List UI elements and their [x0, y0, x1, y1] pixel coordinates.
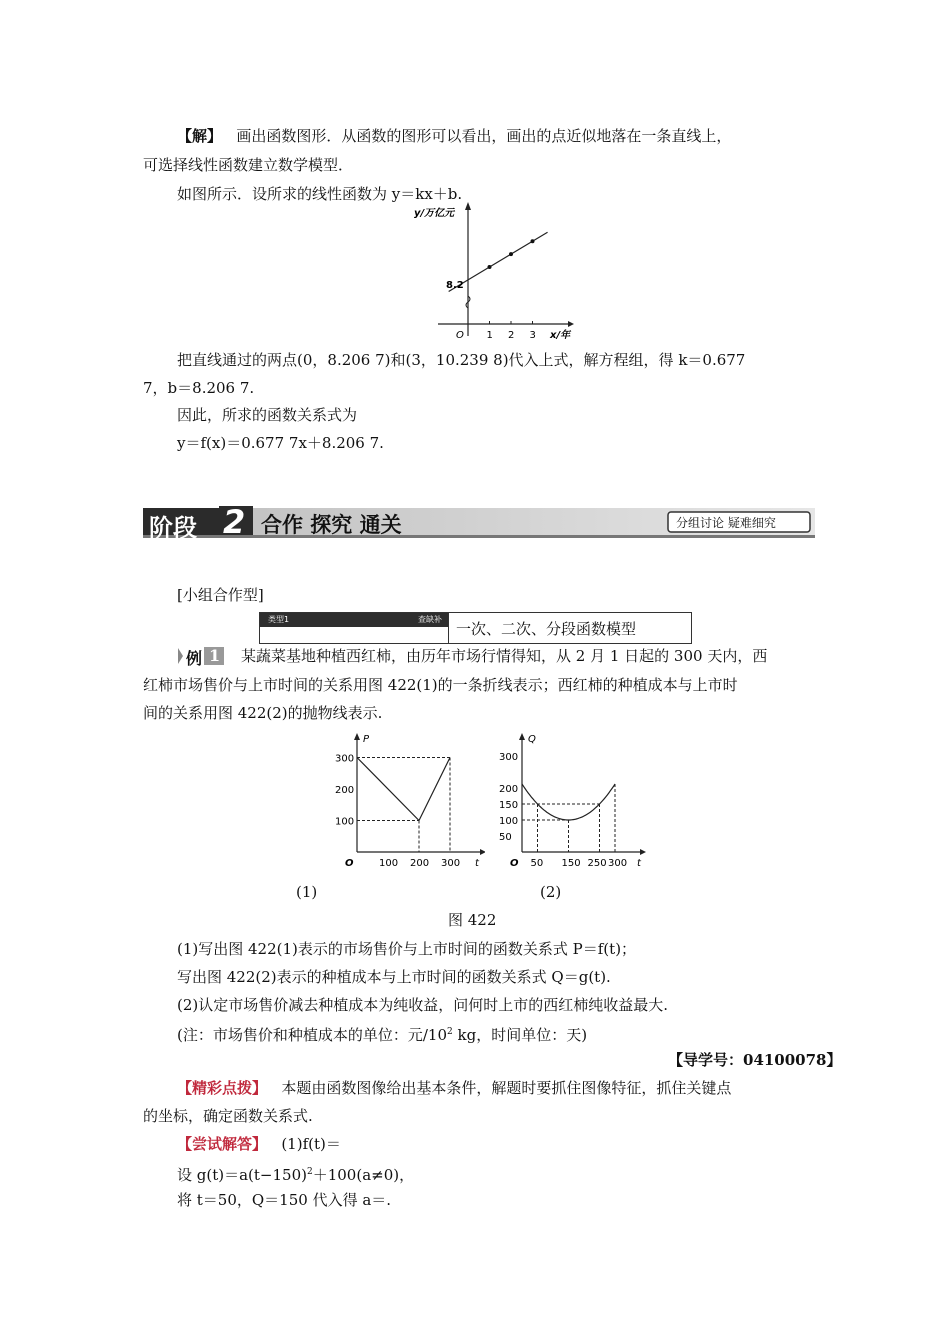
x-axis-arrow [480, 849, 485, 855]
data-point [509, 252, 513, 256]
solution-line-6: 因此，所求的函数关系式为 [177, 406, 358, 424]
solution-line-7: y＝f(x)＝0.677 7x＋8.206 7. [177, 434, 384, 452]
x-axis-arrow [640, 849, 646, 855]
cost-parabola [522, 784, 615, 820]
attempt-line-1 [177, 1134, 341, 1154]
example-badge [178, 646, 228, 666]
note-text-b: kg，时间单位：天) [452, 1026, 588, 1044]
x-tick-label: 100 [379, 858, 399, 869]
x-tick-label: 300 [441, 858, 461, 869]
y-tick-label: 200 [499, 784, 519, 795]
solution-line-5: 7，b＝8.206 7. [143, 379, 255, 397]
x-axis-label: t [475, 858, 479, 869]
figure-caption: 图 422 [448, 911, 497, 929]
x-tick-label: 3 [529, 330, 536, 340]
solution-line-2: 可选择线性函数建立数学模型． [143, 156, 354, 174]
solution-text-1: 画出函数图形．从函数的图形可以看出，画出的点近似地落在一条直线上， [236, 127, 732, 145]
x-axis-arrow [568, 321, 574, 327]
y-axis-arrow [354, 733, 360, 740]
attempt-line-2 [177, 1162, 414, 1185]
type-tag-right: 查缺补 [418, 615, 442, 624]
y-tick-label: 100 [499, 816, 519, 827]
x-axis-label: t [637, 858, 641, 869]
origin-label: O [510, 858, 519, 869]
solution-label: 【解】 [177, 127, 223, 145]
highlight-label: 【精彩点拨】 [177, 1079, 268, 1097]
section-tag: 分组讨论 疑难细究 [676, 516, 776, 530]
type-box-label: 一次、二次、分段函数模型 [456, 620, 637, 638]
y-tick-label: 150 [499, 800, 519, 811]
question-1a: (1)写出图 422(1)表示的市场售价与上市时间的函数关系式 P＝f(t)； [177, 940, 637, 958]
y-axis-arrow [465, 202, 471, 210]
intercept-label: 8.2 [446, 280, 464, 291]
figure-422-1 [325, 730, 485, 870]
y-tick-label: 50 [499, 832, 512, 843]
data-point [531, 239, 535, 243]
attempt-label: 【尝试解答】 [177, 1135, 268, 1153]
x-tick-label: 200 [410, 858, 430, 869]
x-axis-label: x/年 [550, 330, 571, 340]
origin-label: O [456, 330, 464, 340]
data-point [488, 265, 492, 269]
figure-sub-1: (1) [296, 883, 318, 901]
origin-label: O [345, 858, 354, 869]
highlight-line-2: 的坐标，确定函数关系式. [143, 1107, 313, 1125]
type-tag: 类型1 [268, 615, 290, 624]
y-tick-label: 200 [335, 785, 355, 796]
y-axis-label: P [363, 734, 370, 745]
y-tick-label: 300 [499, 752, 519, 763]
linear-fit-figure [400, 200, 580, 340]
x-tick-label: 1 [486, 330, 493, 340]
x-tick-label: 150 [561, 858, 581, 869]
example-line-3: 间的关系用图 422(2)的抛物线表示. [143, 704, 383, 722]
example-line-1: 某蔬菜基地种植西红柿，由历年市场行情得知，从 2 月 1 日起的 300 天内，西 [241, 647, 768, 665]
x-tick-label: 50 [530, 858, 544, 869]
question-2: (2)认定市场售价减去种植成本为纯收益，问何时上市的西红柿纯收益最大. [177, 996, 669, 1014]
note-text-a: (注：市场售价和种植成本的单位：元/10 [177, 1026, 447, 1044]
type-box [259, 612, 692, 644]
y-axis-arrow [519, 733, 525, 740]
y-tick-label: 300 [335, 753, 355, 765]
solution-line-1 [177, 126, 731, 146]
highlight-line-1 [177, 1078, 731, 1098]
solution-line-4: 把直线通过的两点(0，8.206 7)和(3，10.239 8)代入上式，解方程组，得 k＝0.677 [177, 351, 746, 369]
note-sup: 2 [447, 1027, 453, 1037]
figure-sub-2: (2) [540, 883, 562, 901]
attempt-sup: 2 [306, 1167, 313, 1177]
group-type-label: [小组合作型] [177, 586, 264, 604]
section-stage: 阶段 [149, 514, 197, 542]
highlight-text-1: 本题由函数图像给出基本条件，解题时要抓住图像特征，抓住关键点 [281, 1079, 732, 1097]
question-note [177, 1022, 587, 1045]
section-number: 2 [223, 503, 246, 541]
type-box-divider [448, 613, 449, 643]
section-banner [143, 503, 815, 542]
guide-number: 【导学号：04100078】 [668, 1051, 842, 1069]
attempt-line-3: 将 t＝50，Q＝150 代入得 a＝. [177, 1191, 392, 1209]
question-1b: 写出图 422(2)表示的种植成本与上市时间的函数关系式 Q＝g(t). [177, 968, 611, 986]
solution-line-3: 如图所示．设所求的线性函数为 y＝kx＋b. [177, 185, 463, 203]
section-title: 合作 探究 通关 [261, 512, 402, 537]
attempt-text-2a: 设 g(t)＝a(t−150) [177, 1166, 307, 1184]
price-series-line [357, 758, 450, 821]
x-tick-label: 2 [508, 330, 515, 340]
x-tick-label: 250 [587, 858, 607, 869]
x-tick-label: 300 [608, 858, 628, 869]
y-axis-label: y/万亿元 [414, 208, 455, 219]
y-axis-label: Q [528, 734, 536, 745]
figure-422-2 [492, 730, 652, 870]
example-badge-number: 1 [209, 646, 221, 665]
attempt-text-2b: ＋100(a≠0)， [312, 1166, 415, 1184]
y-tick-label: 100 [335, 816, 355, 828]
attempt-text-1: (1)f(t)＝ [281, 1135, 341, 1153]
example-badge-text: 例 [186, 649, 203, 668]
example-line-2: 红柿市场售价与上市时间的关系用图 422(1)的一条折线表示；西红柿的种植成本与上市时 [143, 676, 738, 694]
